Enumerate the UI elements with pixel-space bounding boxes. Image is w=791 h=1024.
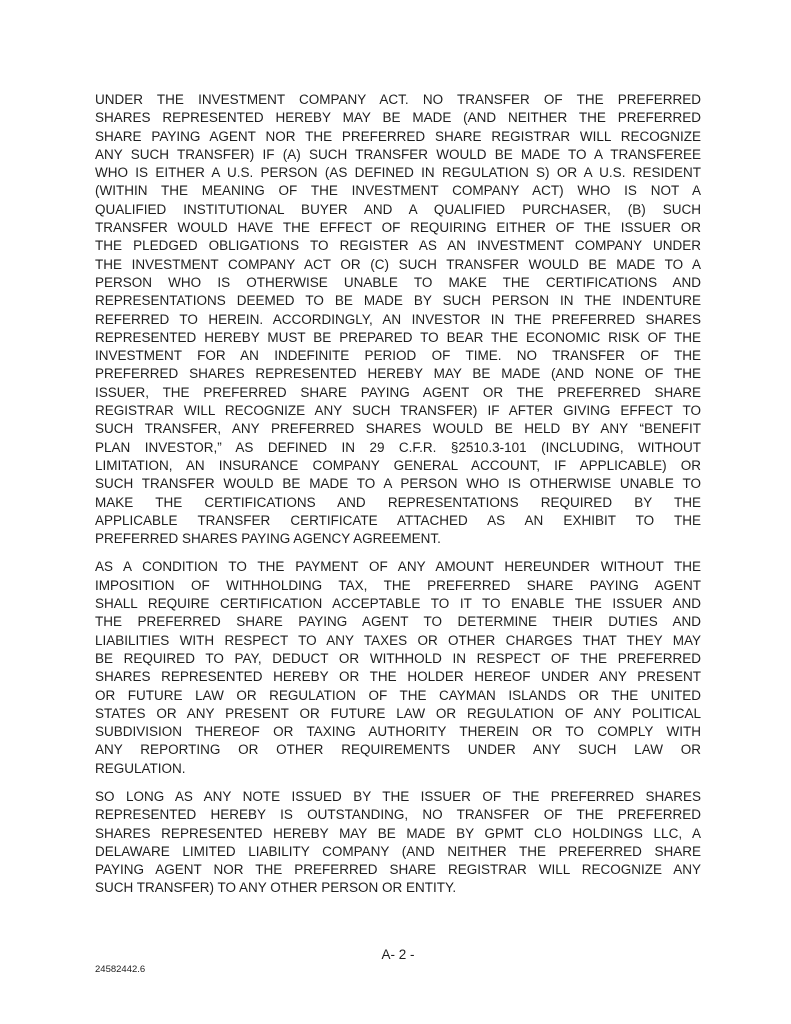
text-line: REGISTRAR WILL RECOGNIZE ANY SUCH TRANSFER) IF AFTER GIVING EFFECT TO bbox=[95, 403, 701, 419]
text-line: SUBDIVISION THEREOF OR TAXING AUTHORITY THEREIN OR TO COMPLY WITH bbox=[95, 724, 701, 740]
text-line: AS A CONDITION TO THE PAYMENT OF ANY AMOUNT HEREUNDER WITHOUT THE bbox=[95, 559, 701, 575]
doc-number: 24582442.6 bbox=[95, 964, 146, 975]
text-line: SO LONG AS ANY NOTE ISSUED BY THE ISSUER OF THE PREFERRED SHARES bbox=[95, 788, 701, 804]
text-line: (WITHIN THE MEANING OF THE INVESTMENT COMPANY ACT) WHO IS NOT A bbox=[95, 183, 701, 199]
text-line: SUCH TRANSFER WOULD BE MADE TO A PERSON WHO IS OTHERWISE UNABLE TO bbox=[95, 476, 701, 492]
text-line: SUCH TRANSFER) TO ANY OTHER PERSON OR ENTITY. bbox=[95, 880, 457, 896]
text-line: INVESTMENT FOR AN INDEFINITE PERIOD OF TIME. NO TRANSFER OF THE bbox=[95, 348, 701, 364]
text-line: ANY REPORTING OR OTHER REQUIREMENTS UNDER ANY SUCH LAW OR bbox=[95, 742, 701, 758]
text-line: MAKE THE CERTIFICATIONS AND REPRESENTATIONS REQUIRED BY THE bbox=[95, 494, 701, 510]
paragraph-1 bbox=[95, 91, 701, 548]
page-number: A- 2 - bbox=[381, 947, 415, 962]
text-line: PREFERRED SHARES PAYING AGENCY AGREEMENT. bbox=[95, 531, 441, 547]
text-line: THE INVESTMENT COMPANY ACT OR (C) SUCH TRANSFER WOULD BE MADE TO A bbox=[95, 256, 701, 272]
paragraph-2 bbox=[95, 558, 701, 778]
text-line: SHARE PAYING AGENT NOR THE PREFERRED SHARE REGISTRAR WILL RECOGNIZE bbox=[95, 128, 701, 144]
text-line: REPRESENTED HEREBY MUST BE PREPARED TO BEAR THE ECONOMIC RISK OF THE bbox=[95, 329, 701, 345]
text-line: ISSUER, THE PREFERRED SHARE PAYING AGENT OR THE PREFERRED SHARE bbox=[95, 384, 701, 400]
text-line: LIMITATION, AN INSURANCE COMPANY GENERAL ACCOUNT, IF APPLICABLE) OR bbox=[95, 457, 701, 473]
text-line: SHARES REPRESENTED HEREBY MAY BE MADE (AND NEITHER THE PREFERRED bbox=[95, 110, 701, 126]
paragraph-3 bbox=[95, 788, 701, 898]
text-line: REFERRED TO HEREIN. ACCORDINGLY, AN INVESTOR IN THE PREFERRED SHARES bbox=[95, 311, 701, 327]
text-line: LIABILITIES WITH RESPECT TO ANY TAXES OR OTHER CHARGES THAT THEY MAY bbox=[95, 632, 701, 648]
text-line: ANY SUCH TRANSFER) IF (A) SUCH TRANSFER WOULD BE MADE TO A TRANSFEREE bbox=[95, 146, 701, 162]
text-line: UNDER THE INVESTMENT COMPANY ACT. NO TRANSFER OF THE PREFERRED bbox=[95, 92, 701, 107]
text-line: OR FUTURE LAW OR REGULATION OF THE CAYMAN ISLANDS OR THE UNITED bbox=[95, 687, 701, 703]
text-line: PAYING AGENT NOR THE PREFERRED SHARE REGISTRAR WILL RECOGNIZE ANY bbox=[95, 862, 701, 878]
text-line: PERSON WHO IS OTHERWISE UNABLE TO MAKE THE CERTIFICATIONS AND bbox=[95, 274, 701, 290]
text-line: SHARES REPRESENTED HEREBY MAY BE MADE BY GPMT CLO HOLDINGS LLC, A bbox=[95, 825, 701, 841]
text-line: TRANSFER WOULD HAVE THE EFFECT OF REQUIRING EITHER OF THE ISSUER OR bbox=[95, 220, 701, 236]
text-line: PREFERRED SHARES REPRESENTED HEREBY MAY BE MADE (AND NONE OF THE bbox=[95, 366, 701, 382]
text-line: BE REQUIRED TO PAY, DEDUCT OR WITHHOLD IN RESPECT OF THE PREFERRED bbox=[95, 650, 701, 666]
text-line: STATES OR ANY PRESENT OR FUTURE LAW OR REGULATION OF ANY POLITICAL bbox=[95, 705, 701, 721]
text-line: REPRESENTED HEREBY IS OUTSTANDING, NO TRANSFER OF THE PREFERRED bbox=[95, 807, 701, 823]
text-line: REPRESENTATIONS DEEMED TO BE MADE BY SUCH PERSON IN THE INDENTURE bbox=[95, 293, 701, 309]
text-line: APPLICABLE TRANSFER CERTIFICATE ATTACHED AS AN EXHIBIT TO THE bbox=[95, 512, 701, 528]
text-line: REGULATION. bbox=[95, 760, 186, 776]
text-line: SUCH TRANSFER, ANY PREFERRED SHARES WOULD BE HELD BY ANY “BENEFIT bbox=[95, 421, 701, 437]
text-line: THE PLEDGED OBLIGATIONS TO REGISTER AS AN INVESTMENT COMPANY UNDER bbox=[95, 238, 701, 254]
text-line: DELAWARE LIMITED LIABILITY COMPANY (AND NEITHER THE PREFERRED SHARE bbox=[95, 843, 701, 859]
text-line: QUALIFIED INSTITUTIONAL BUYER AND A QUALIFIED PURCHASER, (B) SUCH bbox=[95, 201, 701, 217]
text-line: PLAN INVESTOR,” AS DEFINED IN 29 C.F.R. §2510.3-101 (INCLUDING, WITHOUT bbox=[95, 439, 701, 455]
text-line: THE PREFERRED SHARE PAYING AGENT TO DETERMINE THEIR DUTIES AND bbox=[95, 614, 701, 630]
text-line: SHARES REPRESENTED HEREBY OR THE HOLDER HEREOF UNDER ANY PRESENT bbox=[95, 669, 701, 685]
text-line: WHO IS EITHER A U.S. PERSON (AS DEFINED IN REGULATION S) OR A U.S. RESIDENT bbox=[95, 165, 701, 181]
page-body bbox=[95, 91, 701, 908]
text-line: IMPOSITION OF WITHHOLDING TAX, THE PREFERRED SHARE PAYING AGENT bbox=[95, 577, 701, 593]
text-line: SHALL REQUIRE CERTIFICATION ACCEPTABLE TO IT TO ENABLE THE ISSUER AND bbox=[95, 596, 701, 612]
